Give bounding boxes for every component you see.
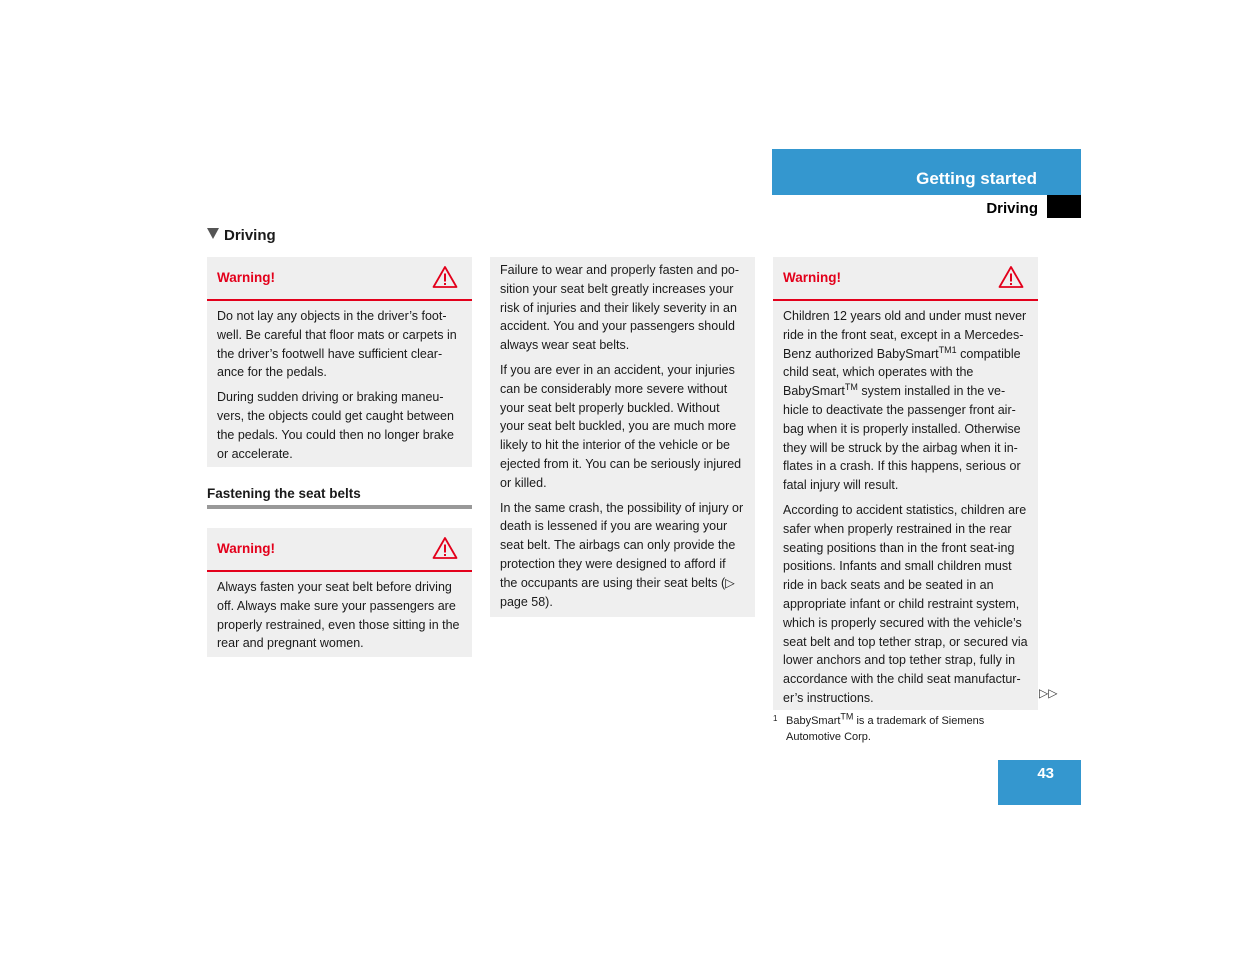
warning-paragraph: Do not lay any objects in the driver’s foot-well. Be careful that floor mats or carpets in the driver’s footwell have sufficient clear-ance for the pedals. (217, 309, 457, 380)
seatbelt-info-box (490, 257, 755, 617)
warning-box-seatbelt (207, 528, 472, 657)
footnote-text: BabySmart™ is a trademark of Siemens Automotive Corp. (786, 711, 985, 743)
warning-triangle-icon (432, 265, 458, 289)
footnote (773, 713, 1013, 745)
section-title (207, 227, 276, 244)
warning-body (773, 301, 1038, 720)
warning-triangle-icon (432, 536, 458, 560)
subsection-rule (207, 505, 472, 509)
warning-paragraph: Always fasten your seat belt before driving off. Always make sure your passengers are properly restrained, even those sitting in the rear and pregnant women. (217, 580, 460, 651)
warning-paragraph: During sudden driving or braking maneu-vers, the objects could get caught between the pedals. You could then no longer brake or accelerate. (217, 390, 454, 461)
warning-label: Warning! (783, 270, 841, 285)
section-header: Driving (986, 200, 1038, 217)
continued-marker: ▷▷ (1039, 686, 1058, 700)
warning-body (207, 301, 472, 475)
triangle-down-icon (207, 228, 219, 239)
section-title-text: Driving (224, 227, 276, 244)
chapter-title: Getting started (916, 169, 1037, 188)
info-paragraph: If you are ever in an accident, your injuries can be considerably more severe without your seat belt properly buckled. Without your seat belt buckled, you are much more likely to hit the interior of the vehicle or be ejected from it. You can be seriously injured or killed. (500, 362, 742, 490)
warning-triangle-icon (998, 265, 1024, 289)
warning-box-children (773, 257, 1038, 710)
footnote-number: 1 (773, 714, 778, 723)
warning-label: Warning! (217, 541, 275, 556)
warning-header (207, 528, 472, 572)
header-tab-marker (1047, 195, 1081, 218)
subsection-title: Fastening the seat belts (207, 486, 361, 501)
warning-paragraph: According to accident statistics, children are safer when properly restrained in the rear seating positions than in the front seat-ing positions. Infants and small children must ride in back seats and be seated in an appropriate infant or child restraint system, which is properly secured with the vehicle’s seat belt and top tether strap, or secured via lower anchors and top tether strap, fully in accordance with the child seat manufactur-er’s instructions. (783, 502, 1028, 705)
warning-box-objects (207, 257, 472, 467)
warning-header (773, 257, 1038, 301)
warning-label: Warning! (217, 270, 275, 285)
info-paragraph: In the same crash, the possibility of injury or death is lessened if you are wearing your seat belt. The airbags can only provide the protection they were designed to afford if the occupants are using their seat belts (▷ page 58). (500, 500, 744, 609)
info-body (490, 257, 755, 623)
info-paragraph: Failure to wear and properly fasten and po-sition your seat belt greatly increases your risk of injuries and their likely severity in an accident. You and your passengers should always wear seat belts. (500, 263, 740, 353)
warning-paragraph: Children 12 years old and under must never ride in the front seat, except in a Mercedes-Benz authorized BabySmart$^{TM1}$ compatible child seat, which operates with the BabySmart™ system installed in the ve-hicle to deactivate the passenger front air-bag when it is properly installed. Otherwise they will be struck by the airbag when it in-flates in a crash. If this happens, serious or fatal injury will result. (783, 309, 1027, 493)
warning-header (207, 257, 472, 301)
warning-body (207, 572, 472, 665)
page-number: 43 (1037, 765, 1054, 782)
